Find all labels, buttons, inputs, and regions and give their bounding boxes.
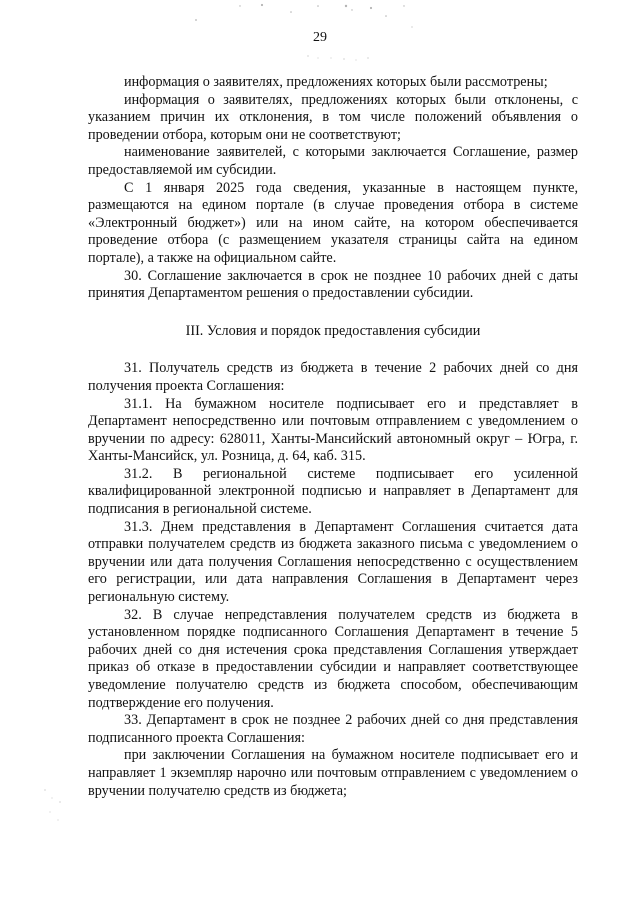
paragraph: 32. В случае непредставления получателем средств из бюджета в установленном порядке подписанного Соглашения Департамент в течение 5 рабочих дней со дня истечения срока представления Соглашения утверждает приказ об отказе в предоставлении субсидии и направляет соответствующее уведомление получателю средств из бюджета способом, обеспечивающим подтверждение его получения. [88,606,578,711]
paragraph: 31.2. В региональной системе подписывает его усиленной квалифицированной электронной подписью и направляет в Департамент для подписания в региональной системе. [88,465,578,518]
paragraph: 31.3. Днем представления в Департамент Соглашения считается дата отправки получателем средств из бюджета заказного письма с уведомлением о вручении или дата получения Соглашения непосредственно с осуществлением его регистрации, или дата направления Соглашения в Департамент через региональную систему. [88,518,578,606]
section-title: III. Условия и порядок предоставления субсидии [185,322,481,339]
page-number: 29 [313,30,327,45]
paragraph: 31.1. На бумажном носителе подписывает его и представляет в Департамент непосредственно или почтовым отправлением с уведомлением о вручении по адресу: 628011, Ханты-Мансийский автономный округ – Югра, г. Ханты-Мансийск, ул. Розница, д. 64, каб. 315. [88,395,578,465]
paragraph: при заключении Соглашения на бумажном носителе подписывает его и направляет 1 экземпляр нарочно или почтовым отправлением с уведомлением о вручении получателю средств из бюджета; [88,747,578,799]
document-body [88,74,578,800]
paragraph: С 1 января 2025 года сведения, указанные в настоящем пункте, размещаются на едином портале (в случае проведения отбора в системе «Электронный бюджет») или на ином сайте, на котором обеспечивается проведение отбора (с размещением указателя страницы сайта на едином портале), а также на официальном сайте. [88,179,578,266]
paragraph: 30. Соглашение заключается в срок не позднее 10 рабочих дней с даты принятия Департаментом решения о предоставлении субсидии. [88,267,578,302]
paragraph: 33. Департамент в срок не позднее 2 рабочих дней со дня представления подписанного проекта Соглашения: [88,712,578,746]
paragraph: информация о заявителях, предложениях которых были рассмотрены; [124,74,548,90]
paragraph: наименование заявителей, с которыми заключается Соглашение, размер предоставляемой им субсидии. [88,144,578,178]
paragraph: 31. Получатель средств из бюджета в течение 2 рабочих дней со дня получения проекта Соглашения: [88,360,578,394]
paragraph: информация о заявителях, предложениях которых были отклонены, с указанием причин их отклонения, в том числе положений объявления о проведении отбора, которым они не соответствуют; [88,91,578,143]
